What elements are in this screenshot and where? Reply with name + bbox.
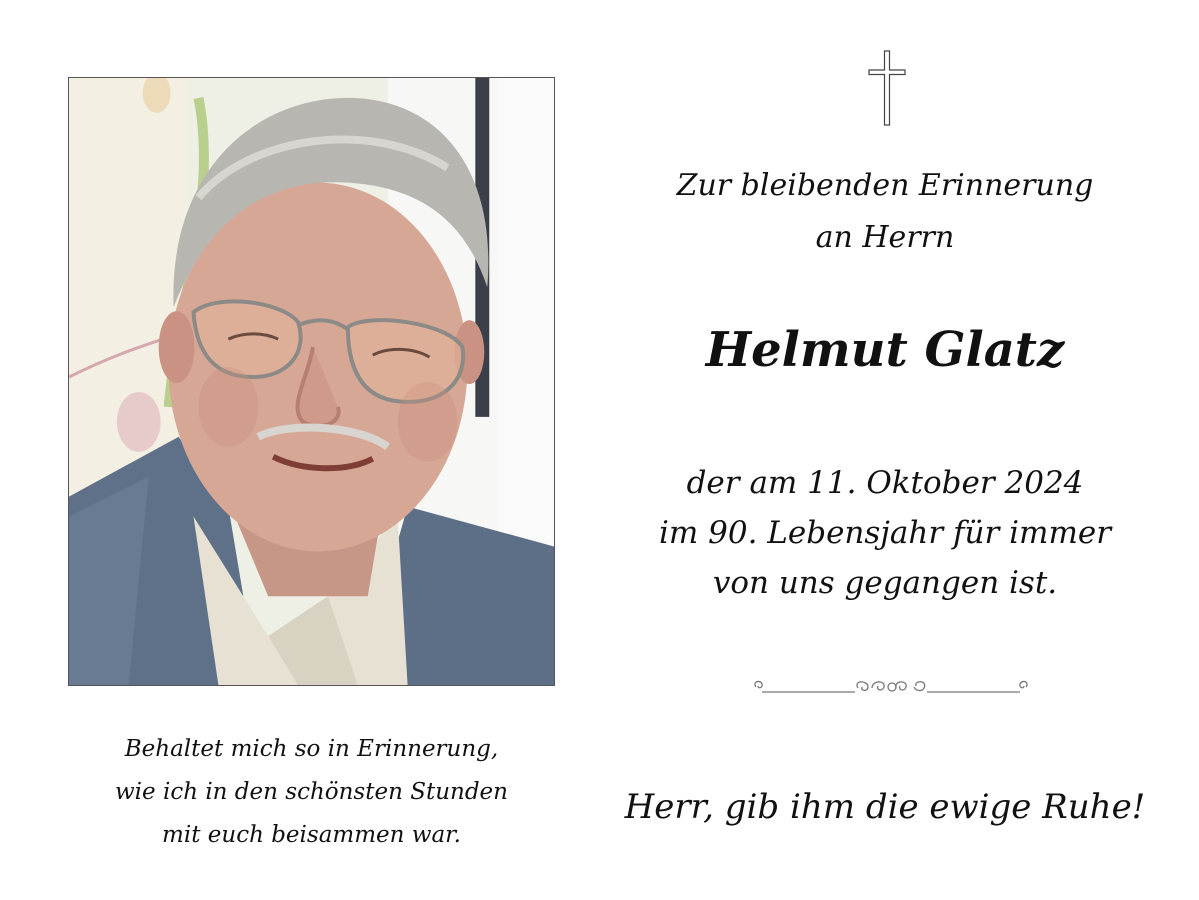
death-notice [610, 458, 1160, 608]
intro-line: an Herrn [815, 220, 955, 255]
memorial-verse [68, 728, 555, 857]
death-line: von uns gegangen ist. [712, 565, 1058, 601]
ornamental-divider-icon [750, 674, 1034, 700]
intro-text [610, 160, 1160, 264]
deceased-name: Helmut Glatz [705, 322, 1065, 378]
verse-line: wie ich in den schönsten Stunden [115, 779, 508, 805]
verse-line: Behaltet mich so in Erinnerung, [124, 736, 499, 762]
intro-line: Zur bleibenden Erinnerung [676, 168, 1094, 203]
cross-icon [867, 50, 907, 126]
death-line: der am 11. Oktober 2024 [686, 465, 1084, 501]
portrait-photo [68, 77, 555, 686]
death-line: im 90. Lebensjahr für immer [658, 515, 1112, 551]
closing-prayer: Herr, gib ihm die ewige Ruhe! [624, 787, 1146, 827]
verse-line: mit euch beisammen war. [162, 822, 461, 848]
